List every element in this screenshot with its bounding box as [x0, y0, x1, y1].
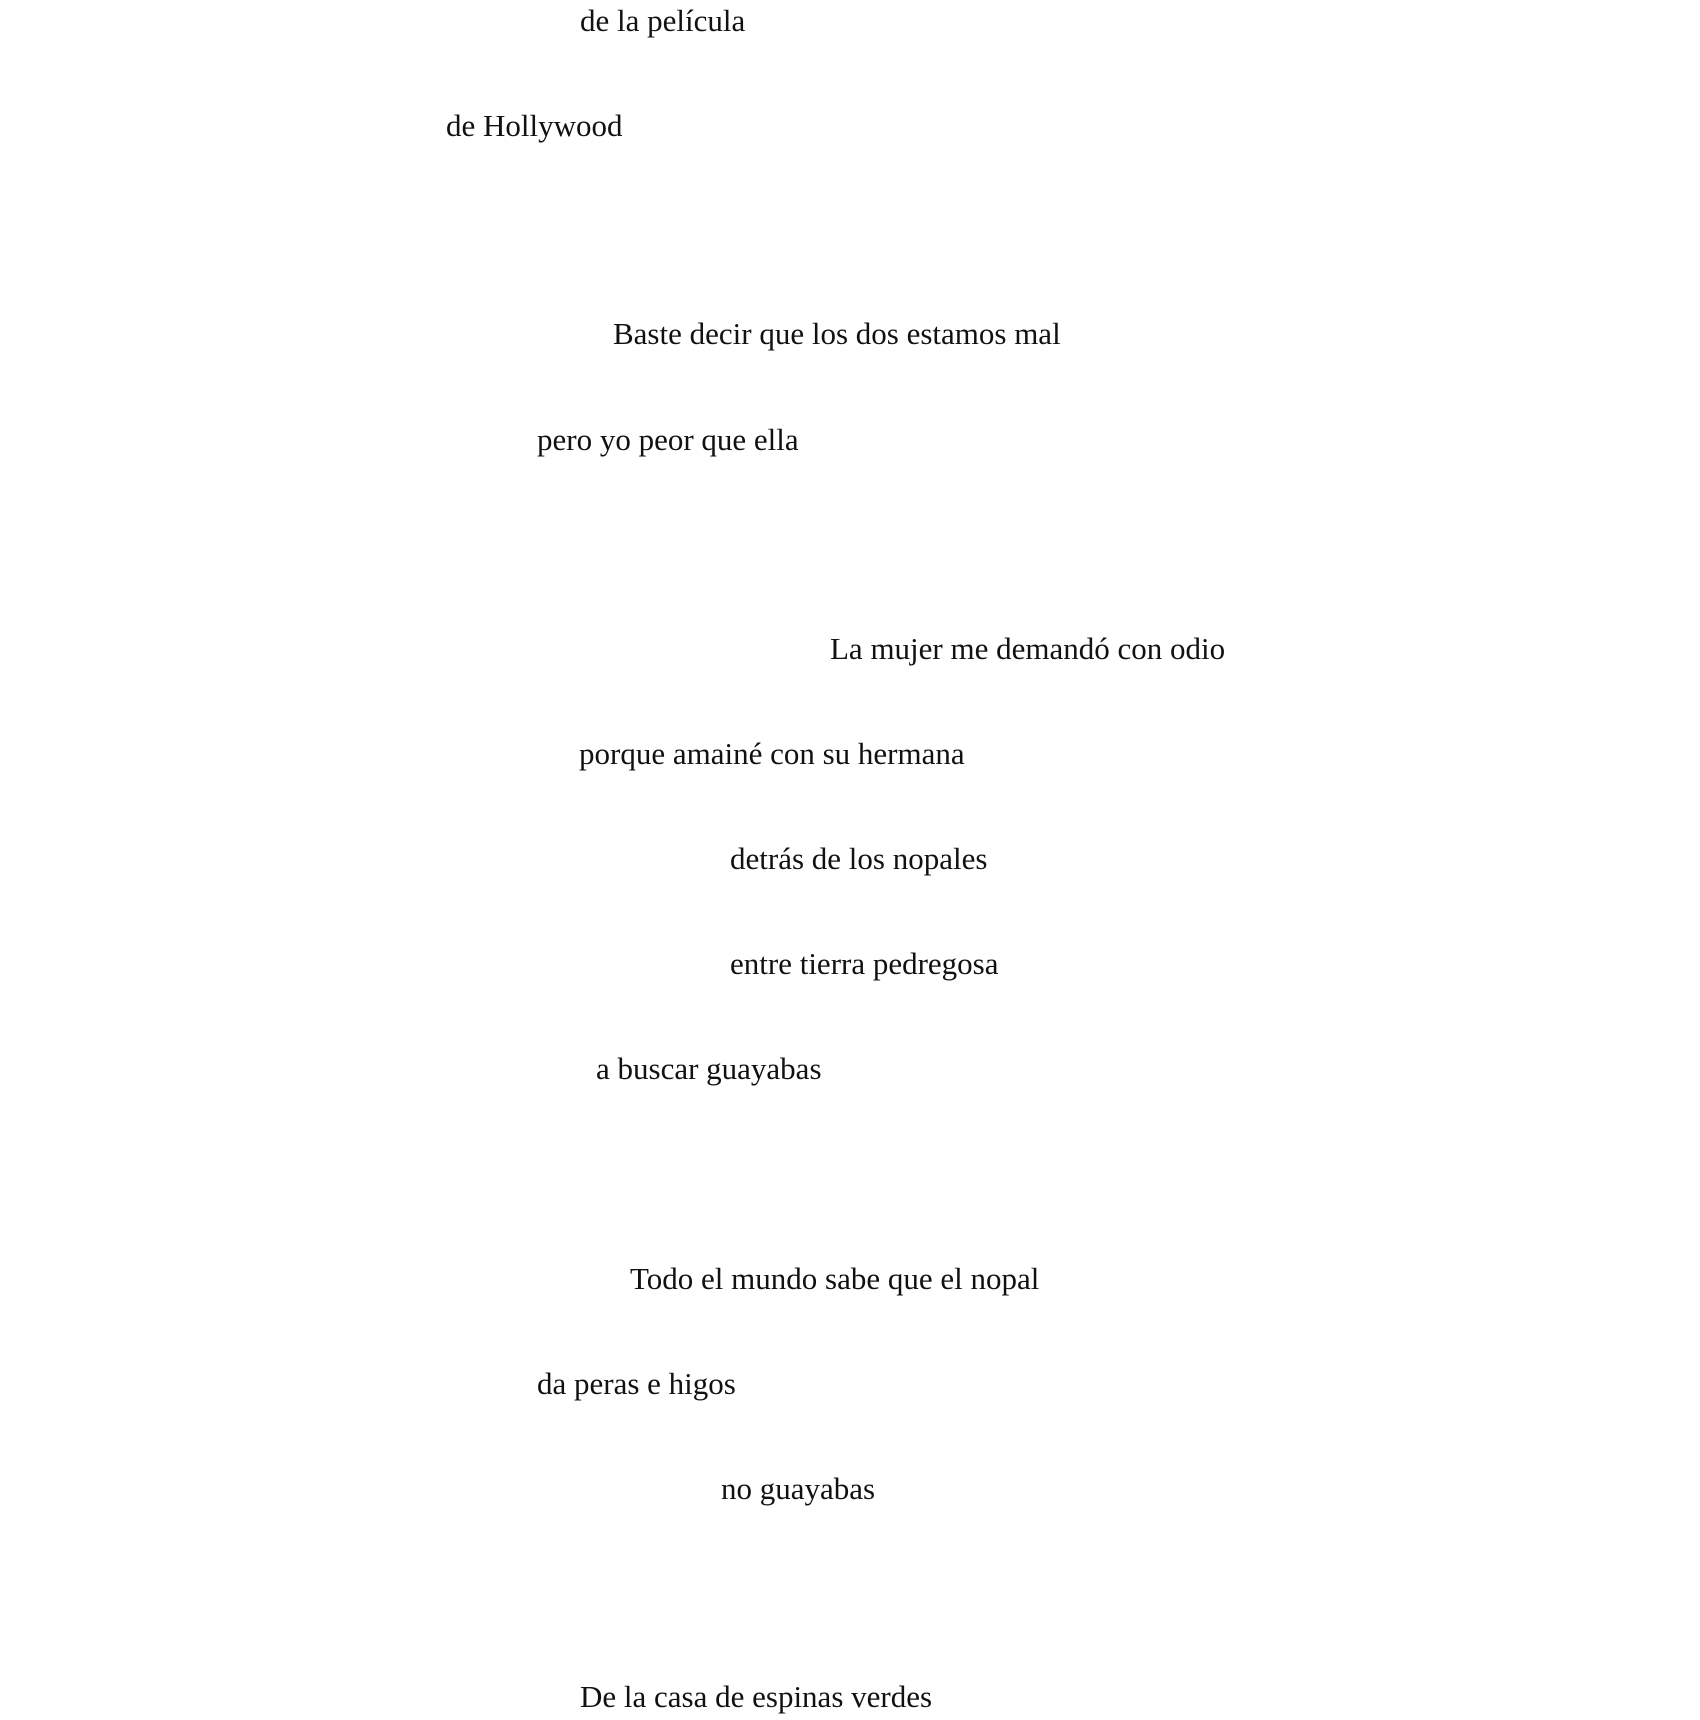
poem-line-4: pero yo peor que ella: [537, 422, 799, 457]
poem-line-5: La mujer me demandó con odio: [830, 631, 1226, 666]
poem-line-13: De la casa de espinas verdes: [580, 1679, 933, 1714]
poem-line-9: a buscar guayabas: [596, 1051, 822, 1086]
poem-line-3: Baste decir que los dos estamos mal: [613, 316, 1061, 351]
poem-line-2: de Hollywood: [446, 108, 623, 143]
poem-line-6: porque amainé con su hermana: [579, 736, 965, 771]
poem-line-7: detrás de los nopales: [730, 841, 988, 876]
poem-line-8: entre tierra pedregosa: [730, 946, 999, 981]
poem-line-11: da peras e higos: [537, 1366, 736, 1401]
poem-line-10: Todo el mundo sabe que el nopal: [630, 1261, 1040, 1296]
poem-line-1: de la película: [580, 3, 746, 38]
poem-line-12: no guayabas: [721, 1471, 876, 1506]
